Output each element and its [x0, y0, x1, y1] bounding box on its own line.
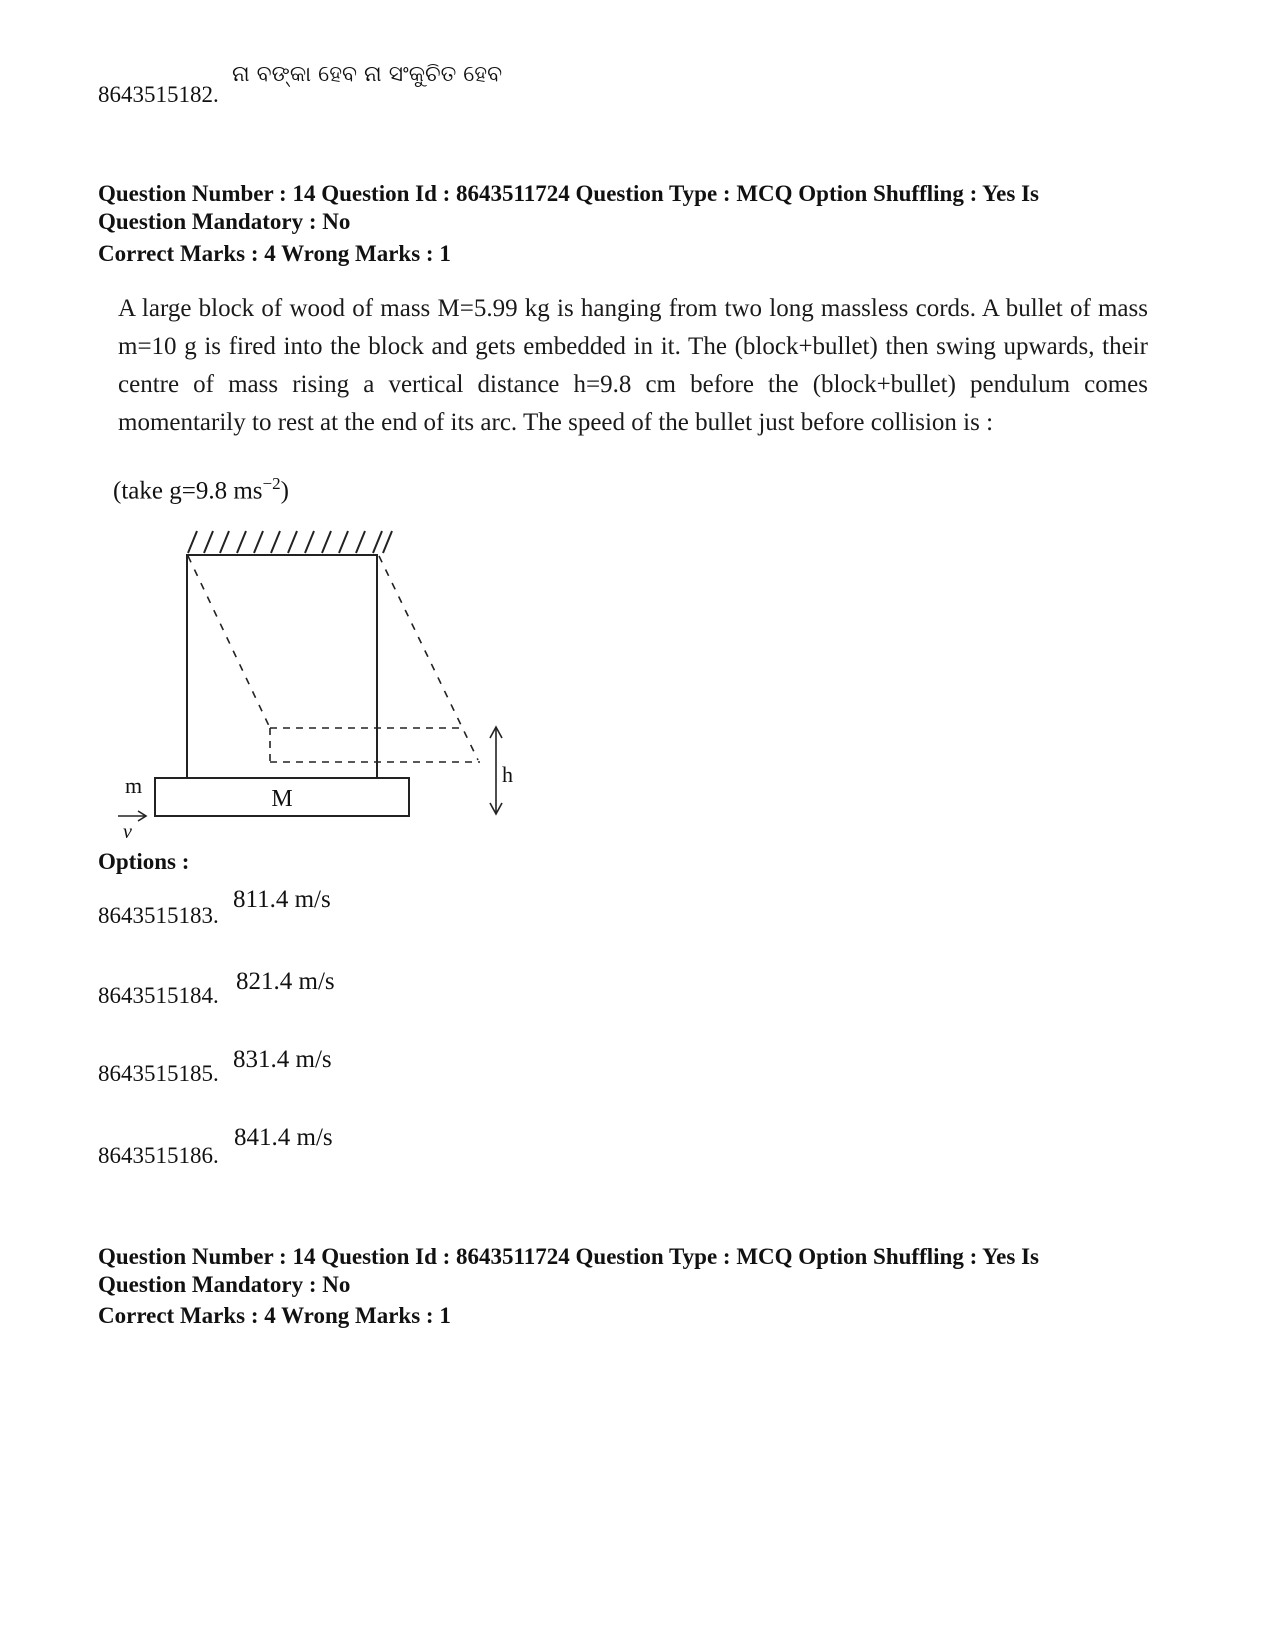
- velocity-label: v: [123, 821, 132, 843]
- gravity-note-exponent: −2: [262, 474, 281, 493]
- next-question-header-line1: Question Number : 14 Question Id : 8643511724 Question Type : MCQ Option Shuffling : Yes Is: [98, 1244, 1039, 1269]
- option-1-value: 811.4 m/s: [233, 886, 331, 913]
- next-question-header: [98, 1243, 1039, 1299]
- question-text: A large block of wood of mass M=5.99 kg is hanging from two long massless cords. A bullet of mass m=10 g is fired into the block and gets embedded in it. The (block+bullet) then swing upwards, their centre of mass rising a vertical distance h=9.8 cm before the (block+bullet) pendulum comes momentarily to rest at the end of its arc. The speed of the bullet just before collision is :: [118, 295, 1148, 436]
- bullet-mass-label: m: [125, 773, 143, 798]
- swung-block: [270, 728, 480, 762]
- swung-cord-right: [379, 556, 478, 760]
- swung-cord-left: [188, 556, 270, 728]
- option-2-id: 8643515184.: [98, 983, 219, 1008]
- height-label: h: [502, 762, 513, 787]
- option-4-id: 8643515186.: [98, 1143, 219, 1168]
- gravity-note-suffix: ): [280, 477, 289, 505]
- next-question-marks: Correct Marks : 4 Wrong Marks : 1: [98, 1303, 451, 1328]
- ceiling-hatch: [188, 531, 392, 553]
- prev-option-text: ନା ବଙ୍କା ହେବ ନା ସଂକୁଚିତ ହେବ: [232, 62, 503, 87]
- question-marks: Correct Marks : 4 Wrong Marks : 1: [98, 241, 451, 266]
- gravity-note-prefix: (take g=9.8 ms: [113, 477, 263, 505]
- question-header-line2: Question Mandatory : No: [98, 209, 351, 234]
- option-3-value: 831.4 m/s: [233, 1046, 332, 1073]
- option-1-id: 8643515183.: [98, 903, 219, 928]
- question-header-line1: Question Number : 14 Question Id : 8643511724 Question Type : MCQ Option Shuffling : Yes Is: [98, 181, 1039, 206]
- block-mass-label: M: [271, 786, 293, 812]
- option-2-value: 821.4 m/s: [236, 968, 335, 995]
- prev-option-id: 8643515182.: [98, 82, 219, 107]
- next-question-header-line2: Question Mandatory : No: [98, 1272, 351, 1297]
- option-4-value: 841.4 m/s: [234, 1124, 333, 1151]
- options-label: Options :: [98, 849, 190, 874]
- option-3-id: 8643515185.: [98, 1061, 219, 1086]
